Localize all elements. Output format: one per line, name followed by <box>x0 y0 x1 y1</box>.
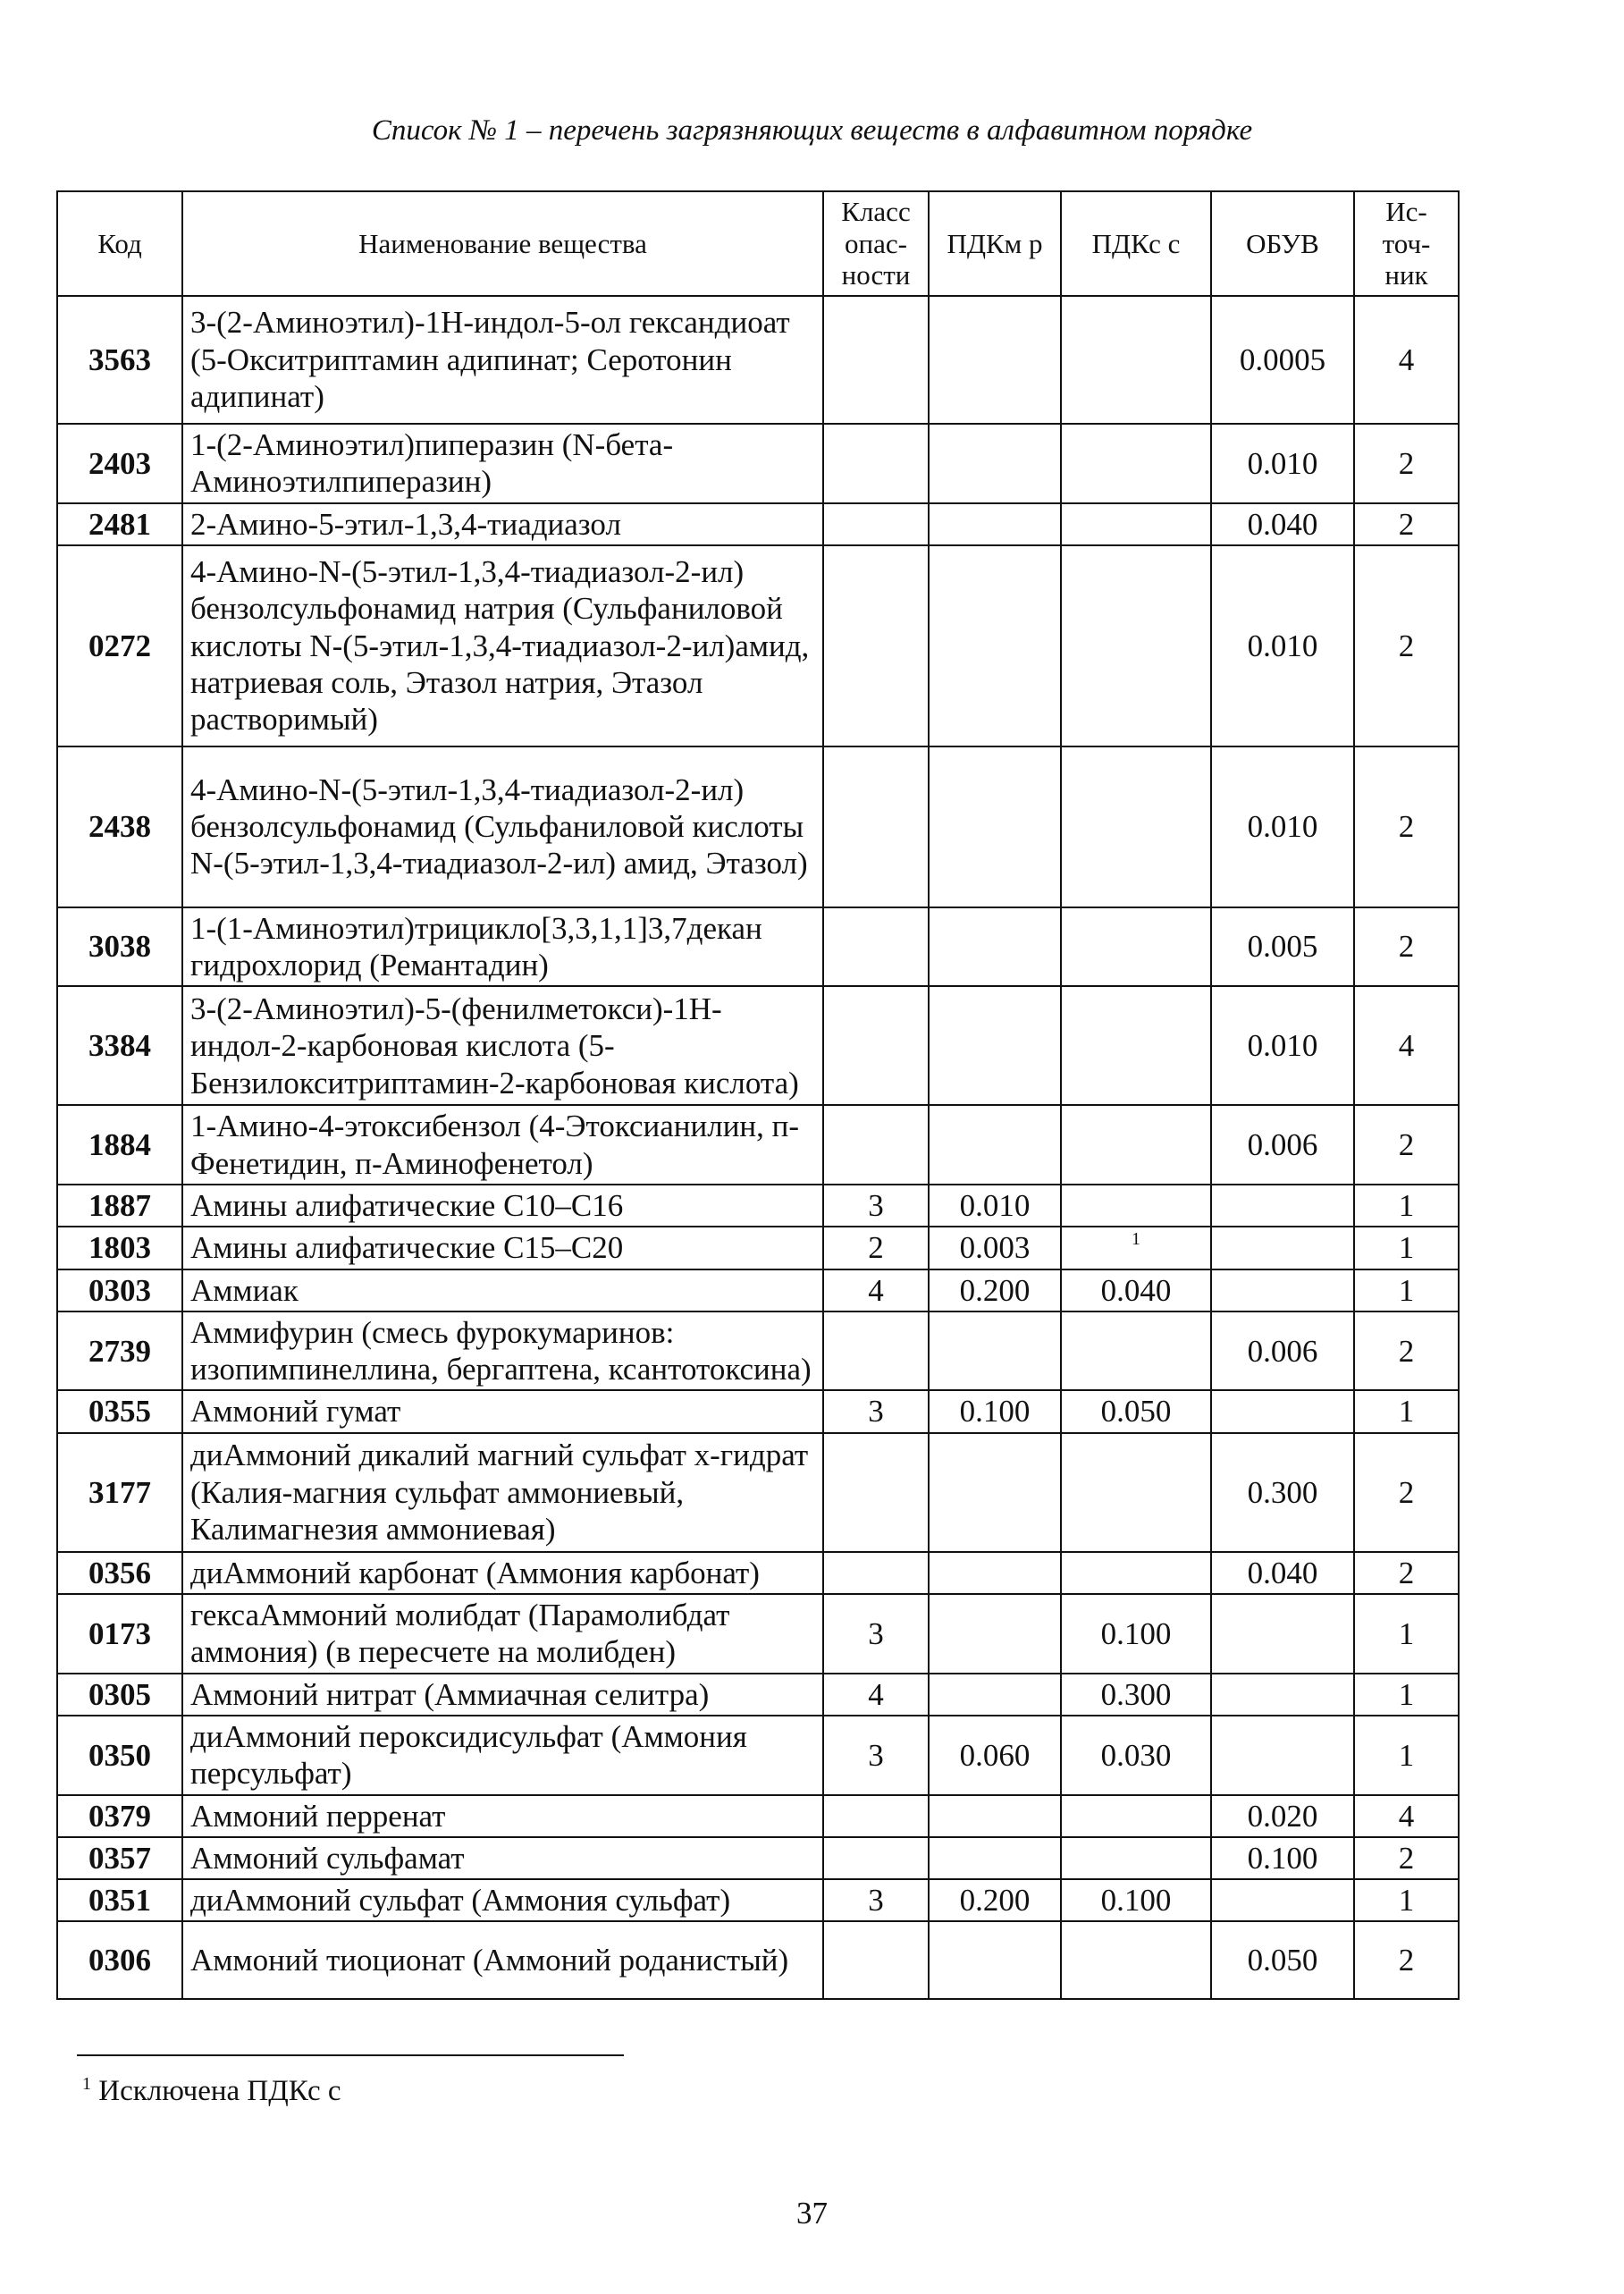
cell-code: 2403 <box>57 424 182 503</box>
cell-class <box>823 1311 929 1391</box>
cell-class: 3 <box>823 1594 929 1674</box>
cell-code: 0355 <box>57 1390 182 1432</box>
cell-obuv <box>1211 1594 1354 1674</box>
footnote-separator <box>77 2054 624 2056</box>
cell-pdk-ss <box>1061 1921 1211 1999</box>
header-class-line3: ности <box>841 259 911 291</box>
cell-pdk-mr <box>929 1311 1061 1391</box>
cell-name: Аммоний гумат <box>182 1390 823 1432</box>
cell-name: 1-(2-Аминоэтил)пиперазин (N-бета-Аминоэтилпиперазин) <box>182 424 823 503</box>
header-pdk-ss: ПДКс с <box>1061 191 1211 296</box>
cell-pdk-mr <box>929 1674 1061 1716</box>
cell-source: 2 <box>1354 1311 1459 1391</box>
cell-source: 4 <box>1354 986 1459 1105</box>
table-row <box>57 746 1459 907</box>
cell-pdk-ss <box>1061 1185 1211 1227</box>
cell-source: 4 <box>1354 296 1459 424</box>
header-source-line2: точ- <box>1382 227 1431 259</box>
table-row <box>57 1185 1459 1227</box>
cell-obuv: 0.005 <box>1211 907 1354 987</box>
cell-class <box>823 907 929 987</box>
cell-class: 3 <box>823 1716 929 1795</box>
cell-pdk-mr: 0.200 <box>929 1879 1061 1921</box>
cell-obuv: 0.010 <box>1211 746 1354 907</box>
cell-source: 2 <box>1354 1105 1459 1185</box>
cell-source: 1 <box>1354 1390 1459 1432</box>
table-row <box>57 1716 1459 1795</box>
cell-code: 0351 <box>57 1879 182 1921</box>
cell-class: 4 <box>823 1269 929 1311</box>
cell-class <box>823 296 929 424</box>
cell-source: 2 <box>1354 424 1459 503</box>
cell-source: 1 <box>1354 1594 1459 1674</box>
cell-code: 0357 <box>57 1837 182 1879</box>
cell-pdk-mr: 0.200 <box>929 1269 1061 1311</box>
cell-obuv: 0.010 <box>1211 545 1354 746</box>
cell-pdk-ss <box>1061 1433 1211 1552</box>
header-obuv: ОБУВ <box>1211 191 1354 296</box>
cell-source: 2 <box>1354 1921 1459 1999</box>
page-title: Список № 1 – перечень загрязняющих веществ в алфавитном порядке <box>371 114 1253 147</box>
cell-source: 4 <box>1354 1795 1459 1837</box>
cell-code: 0272 <box>57 545 182 746</box>
cell-pdk-mr <box>929 296 1061 424</box>
cell-source: 2 <box>1354 1552 1459 1594</box>
cell-name: 2-Амино-5-этил-1,3,4-тиадиазол <box>182 503 823 545</box>
cell-code: 3177 <box>57 1433 182 1552</box>
cell-pdk-mr <box>929 1795 1061 1837</box>
cell-class <box>823 746 929 907</box>
cell-source: 2 <box>1354 503 1459 545</box>
cell-pdk-ss <box>1061 1311 1211 1391</box>
cell-pdk-ss: 0.100 <box>1061 1594 1211 1674</box>
cell-obuv: 0.040 <box>1211 503 1354 545</box>
table-header-row <box>57 191 1459 296</box>
cell-code: 0379 <box>57 1795 182 1837</box>
cell-code: 0303 <box>57 1269 182 1311</box>
table-row <box>57 1227 1459 1269</box>
cell-name: Аммоний сульфамат <box>182 1837 823 1879</box>
cell-code: 0305 <box>57 1674 182 1716</box>
cell-name: Аммоний тиоционат (Аммоний роданистый) <box>182 1921 823 1999</box>
cell-pdk-ss <box>1061 503 1211 545</box>
cell-obuv <box>1211 1269 1354 1311</box>
cell-pdk-mr <box>929 545 1061 746</box>
header-name: Наименование вещества <box>182 191 823 296</box>
cell-name: Аммиак <box>182 1269 823 1311</box>
cell-pdk-ss: 0.050 <box>1061 1390 1211 1432</box>
table-row <box>57 1105 1459 1185</box>
cell-source: 1 <box>1354 1674 1459 1716</box>
cell-obuv: 0.006 <box>1211 1311 1354 1391</box>
cell-name: 1-Амино-4-этоксибензол (4-Этоксианилин, п-Фенетидин, п-Аминофенетол) <box>182 1105 823 1185</box>
table-row <box>57 1433 1459 1552</box>
header-pdk-mr: ПДКм р <box>929 191 1061 296</box>
cell-pdk-ss <box>1061 1552 1211 1594</box>
cell-obuv: 0.0005 <box>1211 296 1354 424</box>
cell-pdk-mr <box>929 1594 1061 1674</box>
cell-code: 0350 <box>57 1716 182 1795</box>
footnote-text: Исключена ПДКс с <box>98 2075 341 2107</box>
cell-name: Аммоний нитрат (Аммиачная селитра) <box>182 1674 823 1716</box>
cell-source: 1 <box>1354 1227 1459 1269</box>
cell-obuv: 0.010 <box>1211 986 1354 1105</box>
cell-pdk-mr: 0.100 <box>929 1390 1061 1432</box>
header-class-line1: Класс <box>841 196 911 227</box>
table-row <box>57 1594 1459 1674</box>
cell-obuv <box>1211 1185 1354 1227</box>
cell-name: 4-Амино-N-(5-этил-1,3,4-тиадиазол-2-ил) бензолсульфонамид натрия (Сульфаниловой кислоты N-(5-этил-1,3,4-тиадиазол-2-ил)амид, натриевая соль, Этазол натрия, Этазол растворимый) <box>182 545 823 746</box>
cell-pdk-mr: 0.060 <box>929 1716 1061 1795</box>
cell-class: 4 <box>823 1674 929 1716</box>
cell-obuv: 0.040 <box>1211 1552 1354 1594</box>
cell-name: Аммоний перренат <box>182 1795 823 1837</box>
cell-source: 1 <box>1354 1879 1459 1921</box>
table-row <box>57 1795 1459 1837</box>
cell-class <box>823 545 929 746</box>
cell-name: диАммоний дикалий магний сульфат х-гидрат (Калия-магния сульфат аммониевый, Калимагнезия аммониевая) <box>182 1433 823 1552</box>
cell-obuv: 0.006 <box>1211 1105 1354 1185</box>
cell-obuv <box>1211 1390 1354 1432</box>
cell-pdk-mr <box>929 746 1061 907</box>
cell-pdk-ss <box>1061 746 1211 907</box>
cell-pdk-mr <box>929 1105 1061 1185</box>
table-row <box>57 1879 1459 1921</box>
cell-class <box>823 1552 929 1594</box>
cell-pdk-ss <box>1061 1105 1211 1185</box>
cell-pdk-ss: 0.040 <box>1061 1269 1211 1311</box>
cell-obuv: 0.300 <box>1211 1433 1354 1552</box>
cell-code: 2739 <box>57 1311 182 1391</box>
table-row <box>57 1837 1459 1879</box>
cell-source: 2 <box>1354 545 1459 746</box>
cell-class: 3 <box>823 1185 929 1227</box>
table-row <box>57 1269 1459 1311</box>
cell-source: 2 <box>1354 1433 1459 1552</box>
cell-obuv <box>1211 1879 1354 1921</box>
page-number: 37 <box>796 2196 828 2231</box>
cell-code: 0173 <box>57 1594 182 1674</box>
cell-pdk-mr: 0.010 <box>929 1185 1061 1227</box>
cell-obuv <box>1211 1716 1354 1795</box>
cell-pdk-mr <box>929 1921 1061 1999</box>
table-row <box>57 986 1459 1105</box>
cell-pdk-ss <box>1061 1795 1211 1837</box>
cell-obuv: 0.020 <box>1211 1795 1354 1837</box>
header-source-line3: ник <box>1384 259 1428 291</box>
header-source-line1: Ис- <box>1385 196 1427 227</box>
header-source <box>1354 191 1459 296</box>
cell-class <box>823 1433 929 1552</box>
cell-code: 2438 <box>57 746 182 907</box>
cell-name: 1-(1-Аминоэтил)трицикло[3,3,1,1]3,7декан гидрохлорид (Ремантадин) <box>182 907 823 987</box>
cell-name: диАммоний пероксидисульфат (Аммония персульфат) <box>182 1716 823 1795</box>
cell-pdk-ss: 0.300 <box>1061 1674 1211 1716</box>
substances-table <box>56 190 1460 2000</box>
table-row <box>57 296 1459 424</box>
header-code: Код <box>57 191 182 296</box>
cell-class: 2 <box>823 1227 929 1269</box>
cell-pdk-ss <box>1061 1837 1211 1879</box>
cell-code: 1803 <box>57 1227 182 1269</box>
cell-pdk-ss <box>1061 424 1211 503</box>
cell-class <box>823 1795 929 1837</box>
cell-name: Амины алифатические С15–С20 <box>182 1227 823 1269</box>
cell-pdk-ss <box>1061 545 1211 746</box>
cell-name: 4-Амино-N-(5-этил-1,3,4-тиадиазол-2-ил) бензолсульфонамид (Сульфаниловой кислоты N-(5-этил-1,3,4-тиадиазол-2-ил) амид, Этазол) <box>182 746 823 907</box>
cell-class: 3 <box>823 1390 929 1432</box>
cell-pdk-mr <box>929 1837 1061 1879</box>
table-row <box>57 1552 1459 1594</box>
cell-class: 3 <box>823 1879 929 1921</box>
cell-source: 2 <box>1354 907 1459 987</box>
table-row <box>57 1390 1459 1432</box>
table-row <box>57 503 1459 545</box>
cell-pdk-ss <box>1061 296 1211 424</box>
cell-obuv <box>1211 1674 1354 1716</box>
header-class-line2: опас- <box>845 227 907 259</box>
cell-pdk-mr: 0.003 <box>929 1227 1061 1269</box>
cell-name: Аммифурин (смесь фурокумаринов: изопимпинеллина, бергаптена, ксантотоксина) <box>182 1311 823 1391</box>
cell-source: 1 <box>1354 1269 1459 1311</box>
cell-code: 1884 <box>57 1105 182 1185</box>
cell-name: 3-(2-Аминоэтил)-1Н-индол-5-ол гександиоат (5-Окситриптамин адипинат; Серотонин адипинат) <box>182 296 823 424</box>
cell-pdk-ss: 1 <box>1061 1227 1211 1269</box>
cell-name: диАммоний сульфат (Аммония сульфат) <box>182 1879 823 1921</box>
cell-class <box>823 503 929 545</box>
cell-pdk-ss <box>1061 907 1211 987</box>
cell-source: 1 <box>1354 1716 1459 1795</box>
cell-class <box>823 424 929 503</box>
cell-name: диАммоний карбонат (Аммония карбонат) <box>182 1552 823 1594</box>
cell-pdk-mr <box>929 986 1061 1105</box>
table-row <box>57 907 1459 987</box>
table-row <box>57 1921 1459 1999</box>
cell-pdk-mr <box>929 503 1061 545</box>
cell-obuv: 0.100 <box>1211 1837 1354 1879</box>
table-row <box>57 545 1459 746</box>
cell-name: гексаАммоний молибдат (Парамолибдат аммония) (в пересчете на молибден) <box>182 1594 823 1674</box>
cell-source: 1 <box>1354 1185 1459 1227</box>
footnote <box>82 2074 341 2108</box>
footnote-mark: 1 <box>82 2074 91 2094</box>
cell-source: 2 <box>1354 1837 1459 1879</box>
cell-code: 2481 <box>57 503 182 545</box>
cell-class <box>823 1837 929 1879</box>
cell-name: Амины алифатические С10–С16 <box>182 1185 823 1227</box>
table-row <box>57 1311 1459 1391</box>
cell-code: 3563 <box>57 296 182 424</box>
cell-pdk-mr <box>929 424 1061 503</box>
cell-pdk-ss: 0.030 <box>1061 1716 1211 1795</box>
cell-code: 0356 <box>57 1552 182 1594</box>
cell-class <box>823 1921 929 1999</box>
cell-source: 2 <box>1354 746 1459 907</box>
cell-code: 0306 <box>57 1921 182 1999</box>
header-class <box>823 191 929 296</box>
table-row <box>57 1674 1459 1716</box>
cell-pdk-mr <box>929 1552 1061 1594</box>
cell-obuv: 0.010 <box>1211 424 1354 503</box>
cell-obuv <box>1211 1227 1354 1269</box>
cell-class <box>823 1105 929 1185</box>
cell-class <box>823 986 929 1105</box>
cell-name: 3-(2-Аминоэтил)-5-(фенилметокси)-1Н-индол-2-карбоновая кислота (5-Бензилокситриптамин-2-карбоновая кислота) <box>182 986 823 1105</box>
cell-pdk-ss <box>1061 986 1211 1105</box>
cell-pdk-mr <box>929 907 1061 987</box>
cell-obuv: 0.050 <box>1211 1921 1354 1999</box>
cell-code: 3384 <box>57 986 182 1105</box>
cell-pdk-mr <box>929 1433 1061 1552</box>
table-row <box>57 424 1459 503</box>
cell-pdk-ss: 0.100 <box>1061 1879 1211 1921</box>
cell-code: 1887 <box>57 1185 182 1227</box>
cell-code: 3038 <box>57 907 182 987</box>
